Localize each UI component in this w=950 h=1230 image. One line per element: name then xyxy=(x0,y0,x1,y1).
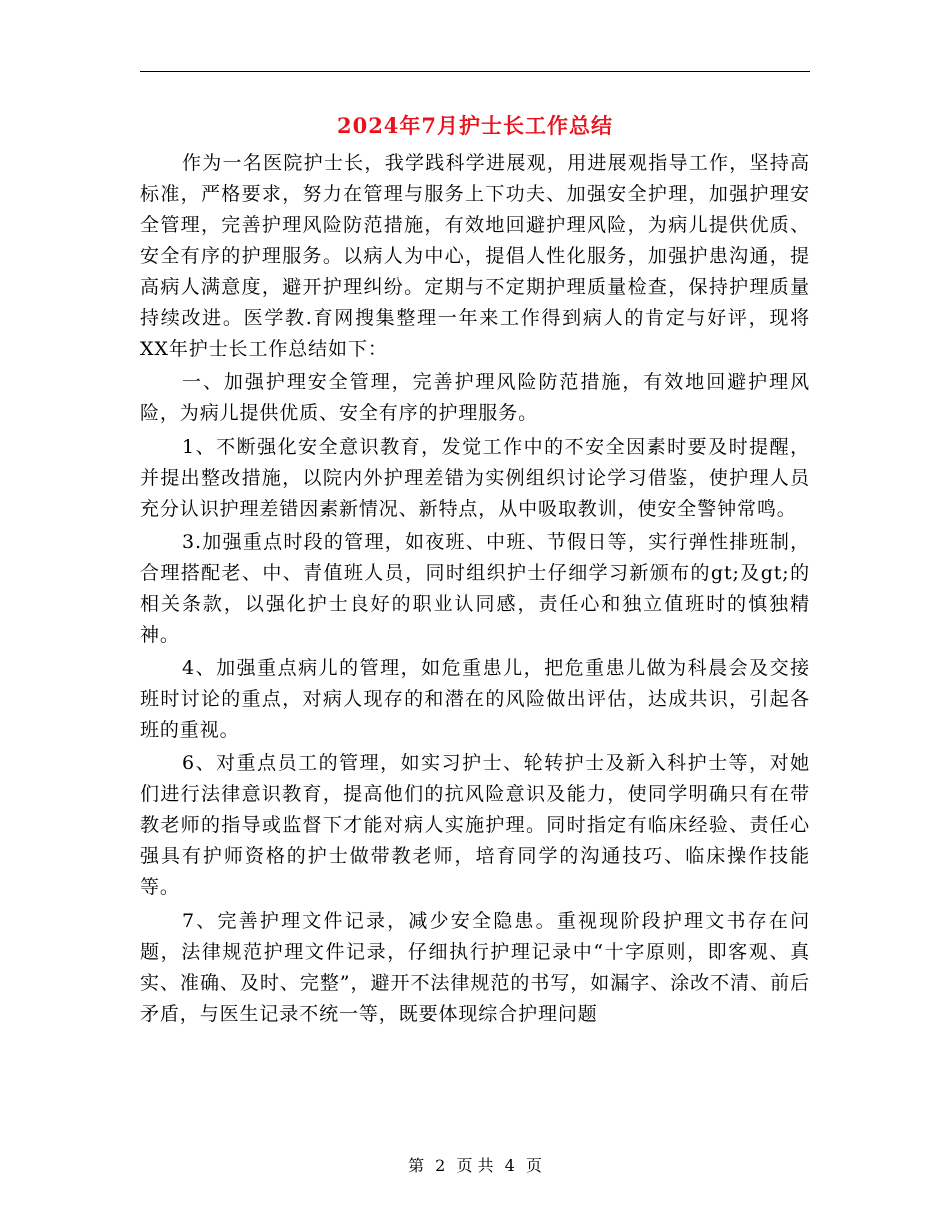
paragraph: 作为一名医院护士长，我学践科学进展观，用进展观指导工作，坚持高标准，严格要求，努力在管理与服务上下功夫、加强安全护理，加强护理安全管理，完善护理风险防范措施，有效地回避护理风险，为病儿提供优质、安全有序的护理服务。以病人为中心，提倡人性化服务，加强护患沟通，提高病人满意度，避开护理纠纷。定期与不定期护理质量检查，保持护理质量持续改进。医学教.育网搜集整理一年来工作得到病人的肯定与好评，现将XX年护士长工作总结如下： xyxy=(140,152,810,360)
paragraph: 一、加强护理安全管理，完善护理风险防范措施，有效地回避护理风险，为病儿提供优质、安全有序的护理服务。 xyxy=(140,371,810,425)
paragraph: 7、完善护理文件记录，减少安全隐患。重视现阶段护理文书存在问题，法律规范护理文件记录，仔细执行护理记录中“十字原则，即客观、真实、准确、及时、完整”，避开不法律规范的书写，如漏字、涂改不清、前后矛盾，与医生记录不统一等，既要体现综合护理问题 xyxy=(140,909,810,1025)
page-footer xyxy=(0,1154,950,1178)
document-body xyxy=(140,148,810,1032)
paragraph: 1、不断强化安全意识教育，发觉工作中的不安全因素时要及时提醒，并提出整改措施，以院内外护理差错为实例组织讨论学习借鉴，使护理人员充分认识护理差错因素新情况、新特点，从中吸取教训，使安全警钟常鸣。 xyxy=(140,435,810,520)
document-title: 2024年7月护士长工作总结 xyxy=(336,113,614,138)
footer-prefix: 第 xyxy=(408,1156,425,1175)
page-total: 4 xyxy=(504,1156,515,1175)
header-rule xyxy=(140,71,810,72)
page-number: 2 xyxy=(435,1156,446,1175)
footer-mid: 页 共 xyxy=(456,1156,494,1175)
footer-suffix: 页 xyxy=(525,1156,542,1175)
paragraph: 6、对重点员工的管理，如实习护士、轮转护士及新入科护士等，对她们进行法律意识教育，提高他们的抗风险意识及能力，使同学明确只有在带教老师的指导或监督下才能对病人实施护理。同时指定有临床经验、责任心强具有护师资格的护士做带教老师，培育同学的沟通技巧、临床操作技能等。 xyxy=(140,752,810,899)
paragraph: 3.加强重点时段的管理，如夜班、中班、节假日等，实行弹性排班制，合理搭配老、中、青值班人员，同时组织护士仔细学习新颁布的gt;及gt;的相关条款，以强化护士良好的职业认同感，责任心和独立值班时的慎独精神。 xyxy=(140,530,810,646)
paragraph: 4、加强重点病儿的管理，如危重患儿，把危重患儿做为科晨会及交接班时讨论的重点，对病人现存的和潜在的风险做出评估，达成共识，引起各班的重视。 xyxy=(140,657,810,742)
